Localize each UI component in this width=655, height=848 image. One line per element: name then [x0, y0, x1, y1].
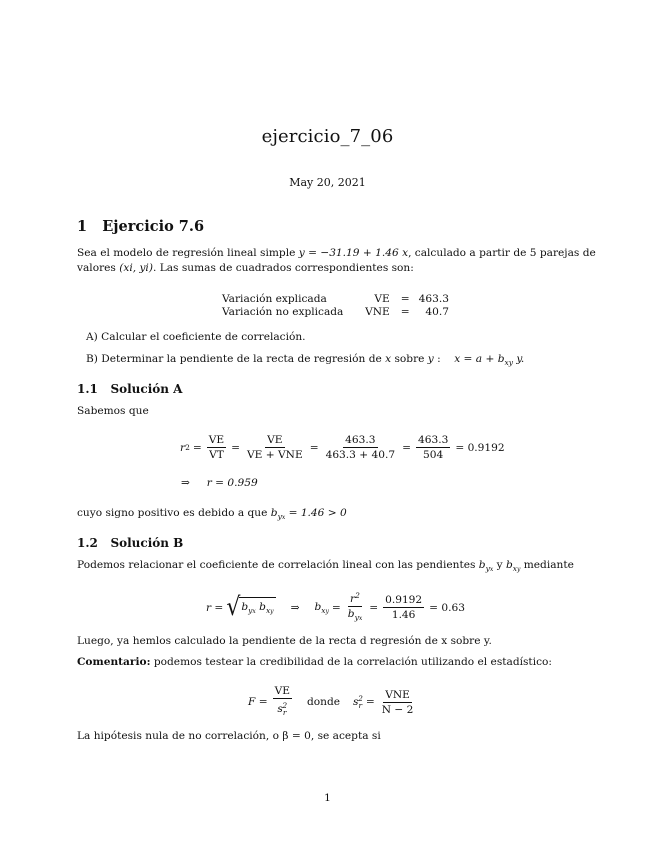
r-result: r = 0.959	[206, 477, 258, 489]
variation-eq: =	[400, 293, 410, 305]
subsection-b-number: 1.2	[77, 536, 98, 550]
ve-sum-fraction: $\frac{VE}{\text{VE + VNE}}$	[247, 434, 303, 461]
numeric-fraction-2: $\frac{463.3}{504}$	[418, 434, 449, 461]
intro-text-c: valores	[77, 262, 120, 274]
model-equation: y = −31.19 + 1.46 x	[298, 247, 409, 259]
sol-b-intro-and: y	[493, 559, 506, 571]
variation-value: 40.7	[425, 306, 449, 318]
sqrt-product: √ $b_{yx}$ $b_{xy}$	[226, 592, 274, 622]
intro-line-2	[77, 261, 414, 276]
slope-result: = 0.63	[429, 601, 466, 614]
f-fraction: $\frac{VE}{s_r^2}$	[274, 685, 290, 717]
comment-text: podemos testear la credibilidad de la correlación utilizando el estadístico:	[150, 656, 552, 668]
variation-abbr: VNE	[365, 306, 390, 318]
variation-name: Variación explicada	[222, 293, 327, 305]
f-statistic-equation: F = $\frac{VE}{s_r^2}$ donde $s_r^2$ = $\frac{\text{VNE}}{N - 2}$	[248, 685, 414, 717]
implies-symbol: ⇒	[181, 477, 190, 489]
comment-line	[77, 655, 552, 670]
sol-b-intro-a: Podemos relacionar el coeficiente de correlación lineal con las pendientes	[77, 559, 479, 571]
question-b-mid: sobre	[391, 353, 428, 365]
r2-over-byx: $\frac{r^2}{b_{yx}}$	[347, 591, 363, 622]
donde-text: donde	[307, 696, 341, 708]
variation-name: Variación no explicada	[222, 306, 344, 318]
r-symbol: r	[180, 441, 186, 454]
slope-subscript: xy	[504, 358, 513, 367]
subsection-a-title: Solución A	[110, 382, 183, 396]
question-b-colon: :	[433, 353, 441, 365]
r-equals: r =	[206, 601, 224, 614]
intro-line-1	[77, 246, 596, 261]
sol-b-intro-b: mediante	[520, 559, 574, 571]
section-heading	[77, 218, 204, 235]
section-number: 1	[77, 218, 88, 235]
variation-row	[219, 293, 452, 306]
var-y: y	[427, 353, 434, 365]
comment-label: Comentario:	[77, 656, 151, 668]
variation-eq: =	[400, 306, 410, 318]
implies-symbol-b: ⇒	[290, 601, 300, 614]
sign-equation: = 1.46 > 0	[288, 507, 347, 519]
subsection-a-heading	[77, 382, 182, 396]
date: May 20, 2021	[289, 176, 366, 189]
r2-result: = 0.9192	[455, 441, 505, 454]
sign-line: cuyo signo positivo es debido a que $b_{yx} = 1.46 > 0$	[77, 507, 347, 521]
intro-text-a: Sea el modelo de regresión lineal simple	[77, 247, 299, 259]
conclusion-line: Luego, ya hemlos calculado la pendiente de la recta d regresión de x sobre y.	[77, 635, 492, 647]
variation-row	[219, 306, 452, 319]
sol-b-intro: Podemos relacionar el coeficiente de correlación lineal con las pendientes $b_{yx}$ y $b_{xy}$ mediante	[77, 559, 574, 573]
pairs-notation: (xi, yi)	[119, 262, 153, 274]
intro-text-d: . Las sumas de cuadrados correspondientes son:	[152, 262, 414, 274]
sol-a-intro: Sabemos que	[77, 405, 149, 417]
slope-equation: r = √ $b_{yx}$ $b_{xy}$ ⇒ $b_{xy}$ = $\frac{r^2}{b_{yx}}$ = $\frac{0.9192}{1.46}$ = 0.63	[206, 590, 465, 625]
numeric-fraction-1: $\frac{463.3}{463.3 + 40.7}$	[325, 434, 396, 461]
var-x: x	[385, 353, 392, 365]
slope-numeric-fraction: $\frac{0.9192}{1.46}$	[385, 594, 423, 621]
question-b	[86, 352, 524, 370]
null-hypothesis-line: La hipótesis nula de no correlación, o β = 0, se acepta si	[77, 730, 381, 742]
variation-abbr: VE	[374, 293, 390, 305]
page-number: 1	[324, 792, 331, 804]
subsection-b-title: Solución B	[110, 536, 184, 550]
ve-vt-fraction: $\frac{VE}{VT}$	[208, 434, 225, 461]
r-result-line	[181, 477, 258, 489]
sr2-fraction: $\frac{\text{VNE}}{N - 2}$	[381, 688, 414, 716]
section-title: Ejercicio 7.6	[102, 218, 205, 235]
intro-text-b: , calculado a partir de 5 parejas de	[408, 247, 596, 259]
regression-eq-end: y.	[512, 353, 525, 365]
subsection-a-number: 1.1	[77, 382, 98, 396]
r2-equation: r 2 = $\frac{VE}{VT}$ = $\frac{VE}{\text{VE + VNE}}$ = $\frac{463.3}{463.3 + 40.7}$ = $\frac{463.3}{504}$ = 0.9192	[180, 434, 505, 461]
page-title: ejercicio_7_06	[261, 126, 394, 147]
question-b-text: B) Determinar la pendiente de la recta de regresión de	[86, 353, 386, 365]
subsection-b-heading	[77, 536, 183, 550]
question-a: A) Calcular el coeficiente de correlación.	[86, 331, 306, 343]
regression-eq: x = a + b	[454, 353, 505, 365]
variations-table	[219, 293, 452, 319]
f-label: F =	[248, 696, 268, 708]
variation-value: 463.3	[418, 293, 449, 305]
sign-text: cuyo signo positivo es debido a que	[77, 507, 271, 519]
